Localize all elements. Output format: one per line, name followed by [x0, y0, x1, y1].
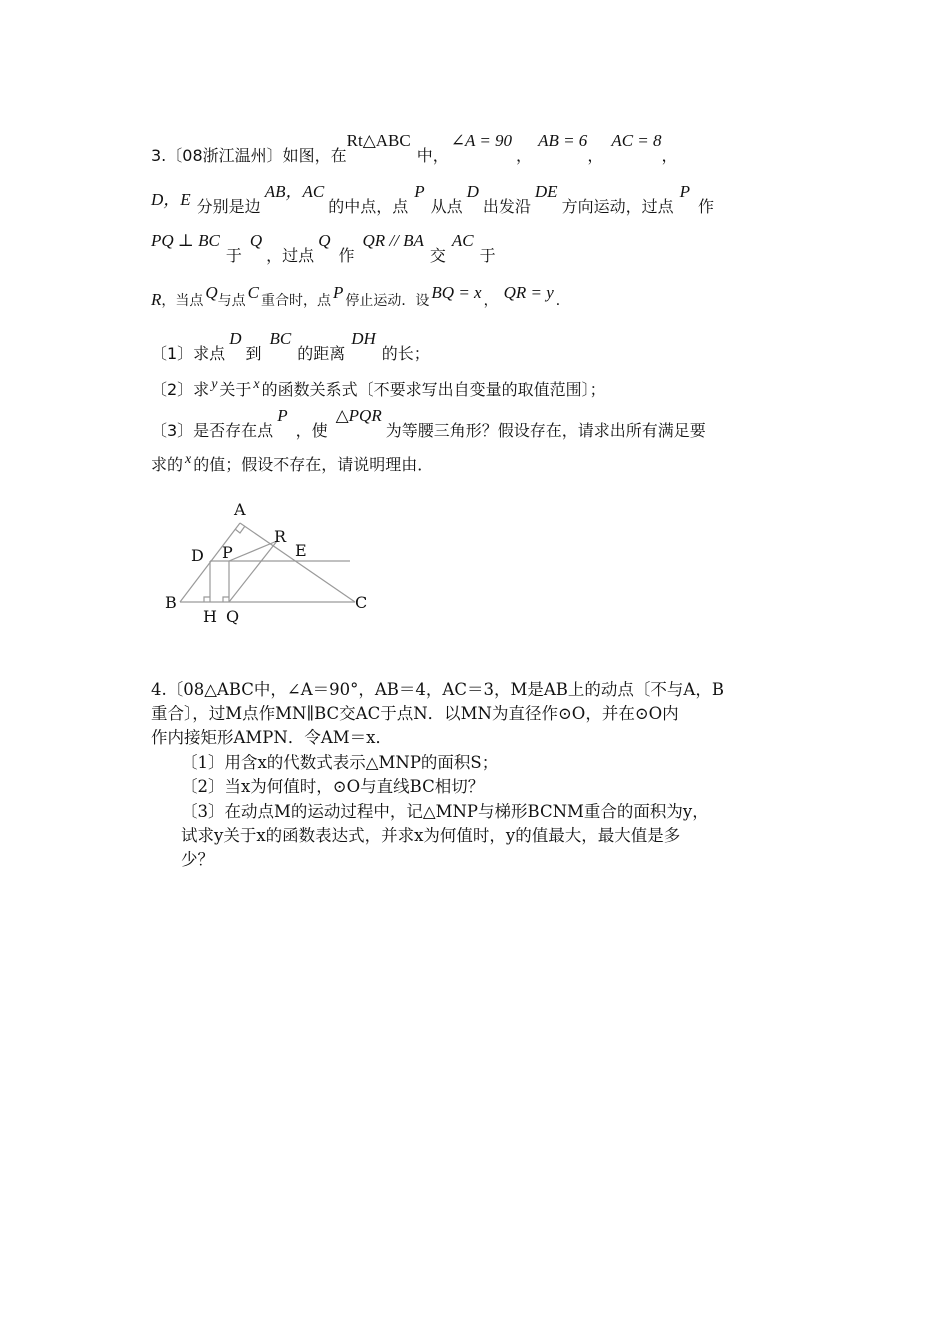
q4-line-3: 作内接矩形AMPN．令AM＝x． [151, 728, 392, 747]
q4-line-2: 重合〕，过M点作MN∥BC交AC于点N．以MN为直径作⊙O，并在⊙O内 [151, 704, 679, 723]
triangle-figure [160, 498, 390, 633]
q3-math: Q [249, 231, 263, 250]
label-q: Q [226, 607, 240, 626]
q3-math: AB，AC [264, 182, 325, 201]
q3-text: 交 [429, 246, 446, 265]
label-b: B [165, 593, 177, 612]
q3-line-1 [151, 131, 678, 166]
q3-math: QR = y [503, 283, 554, 302]
q3-text: ． [555, 293, 570, 309]
label-c: C [355, 593, 368, 612]
q3-text: 的长； [381, 344, 430, 363]
q4-line-1: 4.〔08△ABC中，∠A＝90°，AB＝4，AC＝3，M是AB上的动点〔不与A，B [151, 680, 724, 699]
q3-math: D [466, 182, 479, 201]
q3-text: 到 [245, 344, 262, 363]
q3-text: 方向运动，过点 [561, 197, 674, 216]
q3-math: PQ ⊥ BC [151, 231, 220, 250]
q3-text: 于 [479, 246, 496, 265]
q3-math: ∠A = 90 [450, 131, 513, 150]
q3-math: BC [269, 329, 292, 348]
q3-text: ， [587, 146, 604, 165]
right-angle-q [223, 597, 229, 602]
q4-line-4: 〔1〕用含x的代数式表示△MNP的面积S； [181, 753, 499, 772]
q3-math: △PQR [335, 406, 382, 425]
q3-math: P [679, 182, 690, 201]
q3-math: DE [534, 182, 558, 201]
q3-text: 作 [338, 246, 355, 265]
label-e: E [295, 541, 307, 560]
q3-math: P [414, 182, 425, 201]
q3-math: y [211, 377, 218, 392]
label-h: H [203, 607, 217, 626]
q3-text: 〔3〕是否存在点 [151, 421, 274, 440]
q3-math: D [229, 329, 242, 348]
q3-text: 为等腰三角形？假设存在，请求出所有满足要 [385, 421, 706, 440]
q4-line-7: 试求y关于x的函数表达式，并求x为何值时，y的值最大，最大值是多 [181, 826, 681, 845]
q3-math: P [277, 406, 288, 425]
q3-text: 出发沿 [482, 197, 531, 216]
q3-text: 分别是边 [196, 197, 261, 216]
q3-line-7 [151, 406, 706, 441]
q4-line-6: 〔3〕在动点M的运动过程中，记△MNP与梯形BCNM重合的面积为y， [181, 802, 709, 821]
q3-math: AC [451, 231, 474, 250]
q3-math: P [333, 283, 344, 302]
q3-math: Q [205, 283, 218, 302]
q3-math: DH [351, 329, 376, 348]
q3-text: ， [516, 146, 533, 165]
q3-line-5 [151, 329, 430, 364]
q3-text: 求的 [151, 455, 184, 474]
q3-text: 的中点，点 [328, 197, 409, 216]
q3-math: D，E [151, 190, 191, 209]
q3-line-3 [151, 231, 496, 266]
q3-text: 〔2〕求 [151, 380, 210, 399]
q3-math: Q [318, 231, 331, 250]
q3-text: 从点 [430, 197, 463, 216]
q4-line-8: 少？ [181, 850, 214, 869]
q3-line-6 [151, 377, 606, 400]
q3-text: ，使 [295, 421, 328, 440]
q3-line-8 [151, 452, 433, 475]
q3-text: 于 [225, 246, 242, 265]
label-r: R [274, 527, 287, 546]
label-d: D [191, 546, 204, 565]
q3-text: ，过点 [266, 246, 315, 265]
q3-text: 停止运动．设 [345, 293, 430, 309]
label-a: A [234, 500, 246, 519]
q4-line-5: 〔2〕当x为何值时，⊙O与直线BC相切？ [181, 777, 485, 796]
q3-text: ， [661, 146, 678, 165]
q3-text: 与点 [217, 293, 246, 309]
right-angle-h [204, 597, 210, 602]
q3-line-2 [151, 182, 714, 217]
label-p: P [222, 543, 233, 562]
q3-math: AC = 8 [611, 131, 662, 150]
q3-text: 3.〔08浙江温州〕如图，在 [151, 146, 347, 165]
segment-qr [229, 541, 277, 602]
q3-text: 作 [697, 197, 714, 216]
q3-math: AB = 6 [538, 131, 588, 150]
q3-math: R [151, 290, 162, 309]
q3-text: 中， [416, 146, 449, 165]
side-ac [240, 523, 355, 602]
q3-text: ， [483, 293, 498, 309]
q3-text: 的值；假设不存在，请说明理由． [193, 455, 434, 474]
q3-line-4 [151, 283, 570, 310]
q3-math: x [185, 452, 192, 467]
q3-math: BQ = x [431, 283, 482, 302]
q3-text: 重合时，点 [261, 293, 332, 309]
q3-text: 的距离 [297, 344, 346, 363]
q3-text: 关于 [219, 380, 252, 399]
q3-text: ，当点 [161, 293, 204, 309]
q3-math: C [247, 283, 260, 302]
q3-math: Rt△ABC [346, 131, 411, 150]
q3-text: 的函数关系式〔不要求写出自变量的取值范围〕； [261, 380, 606, 399]
q3-math: QR // BA [362, 231, 424, 250]
q3-text: 〔1〕求点 [151, 344, 226, 363]
q3-math: x [253, 377, 260, 392]
